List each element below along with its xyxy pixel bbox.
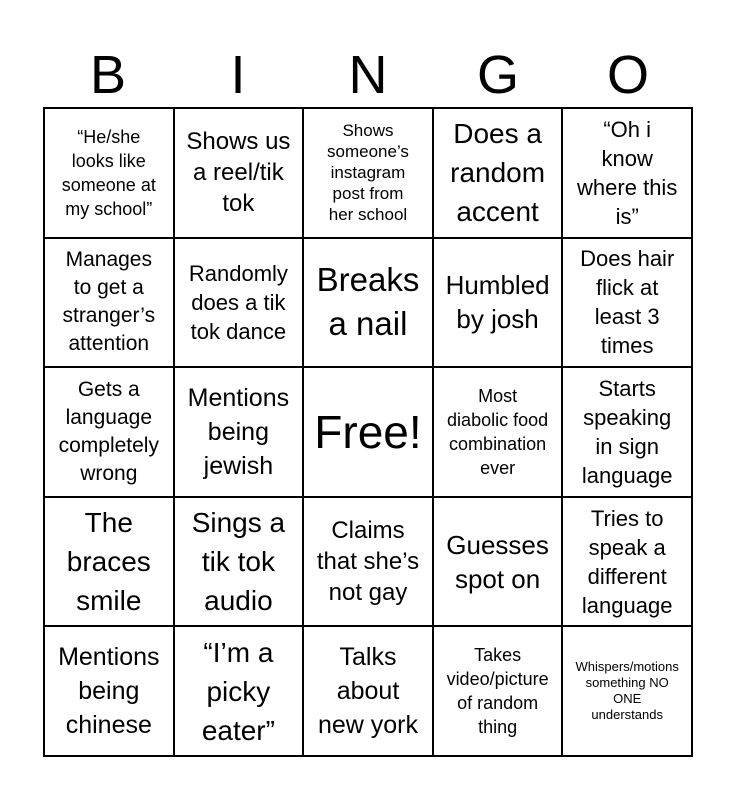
cell-text: Shows someone’s instagram post from her school [327,121,409,225]
cell-text: Shows us a reel/tik tok [186,128,291,218]
bingo-cell[interactable] [562,367,692,497]
cell-text: Does a random accent [450,118,546,228]
cell-text: Humbled by josh [445,270,550,335]
cell-text: Claims that she’s not gay [316,517,420,607]
cell-text: Does hair flick at least 3 times [580,246,675,359]
cell-text: Takes video/picture of random thing [446,645,549,738]
bingo-cell[interactable] [562,497,692,627]
free-space-text: Free! [314,405,422,458]
bingo-cell[interactable] [44,497,174,627]
cell-text: “He/she looks like someone at my school” [61,126,156,219]
cell-text: “Oh i know where this is” [577,116,678,229]
bingo-cell[interactable] [562,626,692,756]
bingo-cell[interactable] [174,238,304,368]
bingo-cell[interactable] [303,497,433,627]
cell-text: Tries to speak a different language [581,505,673,618]
bingo-header [43,44,693,106]
bingo-cell[interactable] [303,108,433,238]
cell-text: Mentions being jewish [187,383,290,480]
bingo-cell[interactable] [174,108,304,238]
cell-text: Breaks a nail [316,261,420,343]
bingo-cell[interactable] [174,497,304,627]
bingo-cell[interactable] [433,238,563,368]
cell-text: Sings a tik tok audio [191,507,286,617]
bingo-cell[interactable] [44,108,174,238]
header-letter-b: B [89,45,127,105]
cell-text: Talks about new york [317,643,419,740]
cell-text: Whispers/motions something NO ONE understands [575,659,679,723]
bingo-cell[interactable] [174,626,304,756]
bingo-cell[interactable] [433,626,563,756]
header-letter-i: I [230,45,246,105]
cell-text: Manages to get a stranger’s attention [62,248,156,356]
bingo-cell[interactable] [562,108,692,238]
bingo-cell[interactable] [433,367,563,497]
bingo-cell[interactable] [562,238,692,368]
cell-text: “I’m a picky eater” [201,636,275,746]
header-letter-o: O [606,45,649,105]
bingo-cell[interactable] [303,626,433,756]
bingo-cell[interactable] [433,497,563,627]
cell-text: Most diabolic food combination ever [447,385,549,478]
bingo-cell[interactable] [174,367,304,497]
cell-text: Mentions being chinese [58,643,160,740]
header-letter-n: N [348,45,388,105]
bingo-cell[interactable] [44,626,174,756]
cell-text: Randomly does a tik tok dance [188,260,288,344]
bingo-card [43,107,693,757]
cell-text: Gets a language completely wrong [58,377,159,485]
header-letter-g: G [476,45,519,105]
bingo-cell[interactable] [44,238,174,368]
cell-text: Guesses spot on [446,529,549,594]
bingo-cell[interactable] [433,108,563,238]
cell-text: Starts speaking in sign language [581,375,673,488]
bingo-cell[interactable] [44,367,174,497]
bingo-cell[interactable] [303,238,433,368]
free-space[interactable] [303,367,433,497]
cell-text: The braces smile [66,507,151,617]
